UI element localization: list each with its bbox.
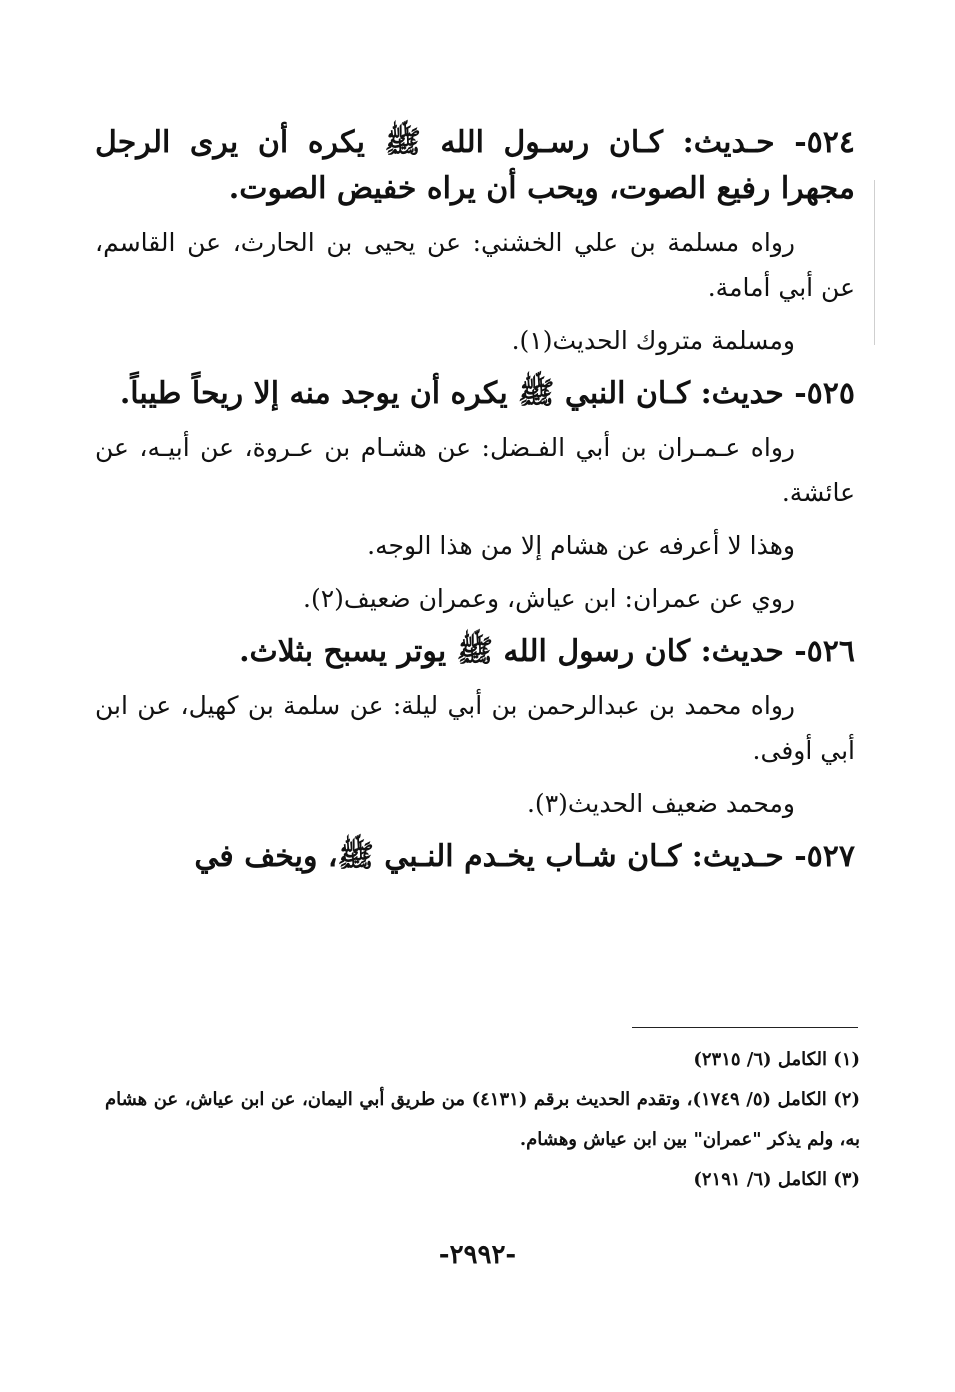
comment-525-a: وهذا لا أعرفه عن هشام إلا من هذا الوجه.: [367, 531, 795, 560]
narration-524: رواه مسلمة بن علي الخشني: عن يحيى بن الحارث، عن القاسم، عن أبي أمامة.: [95, 228, 855, 302]
page-number: -٢٩٩٢-: [438, 1240, 517, 1270]
footnote-2: (٢) الكامل (٥/ ١٧٤٩)، وتقدم الحديث برقم (٤١٣١) من طريق أبي اليمان، عن ابن عياش، عن هشام به، ولم يذكر "عمران" بين ابن عياش وهشام.: [105, 1089, 860, 1150]
narration-525: رواه عـمـران بن أبي الفـضل: عن هشـام بن عـروة، عن أبيـه، عن عائشة.: [95, 433, 855, 507]
footnote-divider: [632, 1027, 858, 1028]
main-text: [95, 120, 855, 888]
footnotes: [105, 1040, 860, 1200]
hadith-heading-525: ٥٢٥- حديث: كـان النبي ﷺ يكره أن يوجد منه إلا ريحاً طيباً.: [119, 376, 855, 411]
hadith-heading-524: ٥٢٤- حـديث: كـان رسـول الله ﷺ يكره أن يرى الرجل مجهرا رفيع الصوت، ويحب أن يراه خفيض الصوت.: [95, 125, 855, 206]
hadith-heading-527: ٥٢٧- حـديث: كـان شـاب يخـدم النـبي ﷺ، ويخف في: [194, 839, 855, 874]
footnote-3: (٣) الكامل (٦/ ٢١٩١): [693, 1169, 860, 1190]
footnote-1: (١) الكامل (٦/ ٢٣١٥): [693, 1049, 860, 1070]
comment-525-b: روي عن عمران: ابن عياش، وعمران ضعيف(٢).: [303, 584, 795, 613]
comment-526: ومحمد ضعيف الحديث(٣).: [526, 789, 795, 818]
narration-526: رواه محمد بن عبدالرحمن بن أبي ليلة: عن سلمة بن كهيل، عن ابن أبي أوفى.: [95, 691, 855, 765]
margin-rule: [874, 180, 875, 345]
comment-524: ومسلمة متروك الحديث(١).: [511, 326, 795, 355]
hadith-heading-526: ٥٢٦- حديث: كان رسول الله ﷺ يوتر يسبح بثلاث.: [239, 634, 855, 669]
